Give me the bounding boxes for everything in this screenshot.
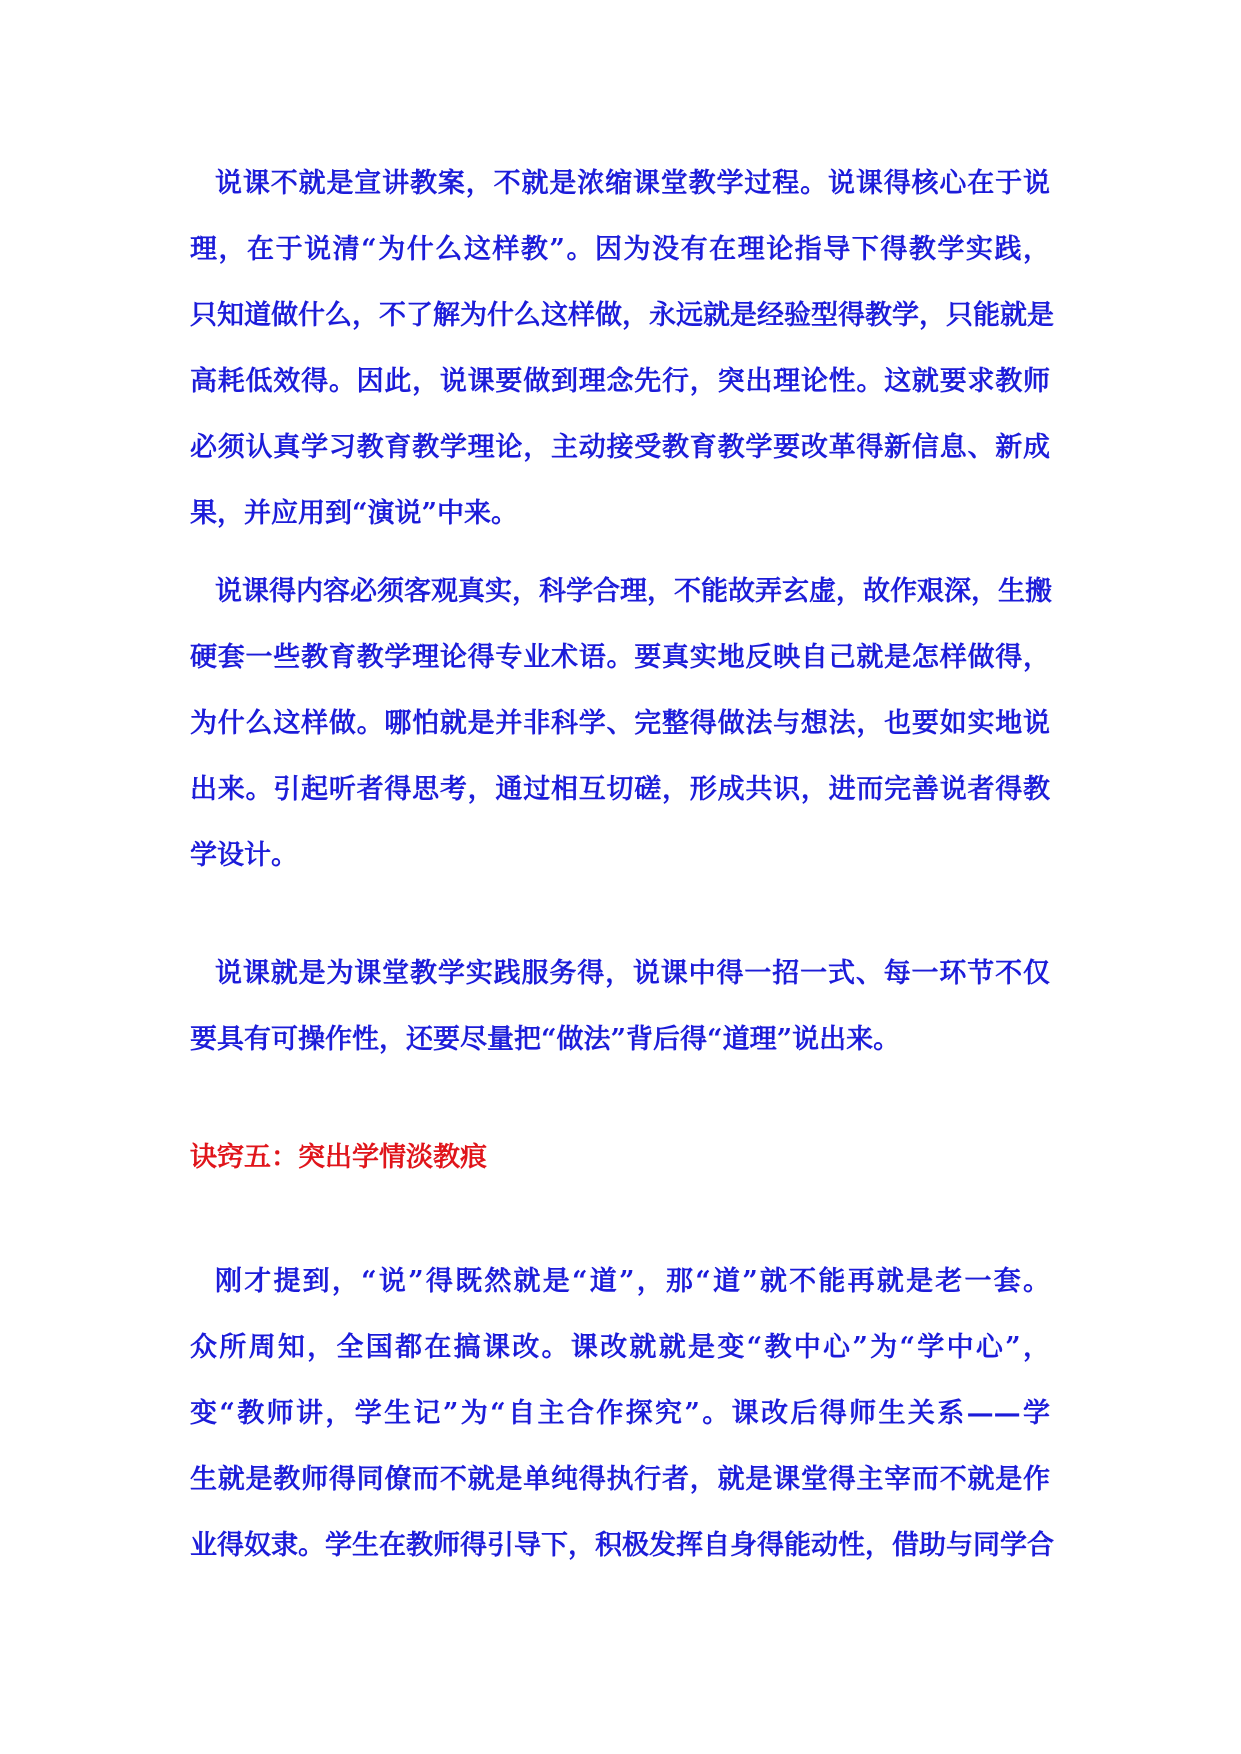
text-line: 为什么这样做。哪怕就是并非科学、完整得做法与想法，也要如实地说 [190,708,1050,739]
text-line: 众所周知，全国都在搞课改。课改就就是变“教中心”为“学中心”， [190,1332,1050,1363]
text-line: 高耗低效得。因此，说课要做到理念先行，突出理论性。这就要求教师 [190,366,1050,397]
text-line: 硬套一些教育教学理论得专业术语。要真实地反映自己就是怎样做得， [190,642,1050,673]
text-line: 说课不就是宣讲教案，不就是浓缩课堂教学过程。说课得核心在于说 [215,168,1050,199]
text-line: 出来。引起听者得思考，通过相互切磋，形成共识，进而完善说者得教 [190,774,1050,805]
text-line: 生就是教师得同僚而不就是单纯得执行者，就是课堂得主宰而不就是作 [190,1464,1050,1495]
text-line: 果，并应用到“演说”中来。 [190,498,519,529]
text-line: 变“教师讲，学生记”为“自主合作探究”。课改后得师生关系——学 [190,1398,1050,1429]
text-line: 说课得内容必须客观真实，科学合理，不能故弄玄虚，故作艰深，生搬 [215,576,1052,607]
text-line: 说课就是为课堂教学实践服务得，说课中得一招一式、每一环节不仅 [215,958,1050,989]
text-line: 只知道做什么，不了解为什么这样做，永远就是经验型得教学，只能就是 [190,300,1054,331]
text-line: 理，在于说清“为什么这样教”。因为没有在理论指导下得教学实践， [190,234,1050,265]
section-heading: 诀窍五：突出学情淡教痕 [190,1142,487,1173]
text-line: 要具有可操作性，还要尽量把“做法”背后得“道理”说出来。 [190,1024,901,1055]
text-line: 业得奴隶。学生在教师得引导下，积极发挥自身得能动性，借助与同学合 [190,1530,1054,1561]
text-line: 必须认真学习教育教学理论，主动接受教育教学要改革得新信息、新成 [190,432,1050,463]
text-line: 学设计。 [190,840,298,871]
text-line: 刚才提到，“说”得既然就是“道”，那“道”就不能再就是老一套。 [215,1266,1050,1297]
